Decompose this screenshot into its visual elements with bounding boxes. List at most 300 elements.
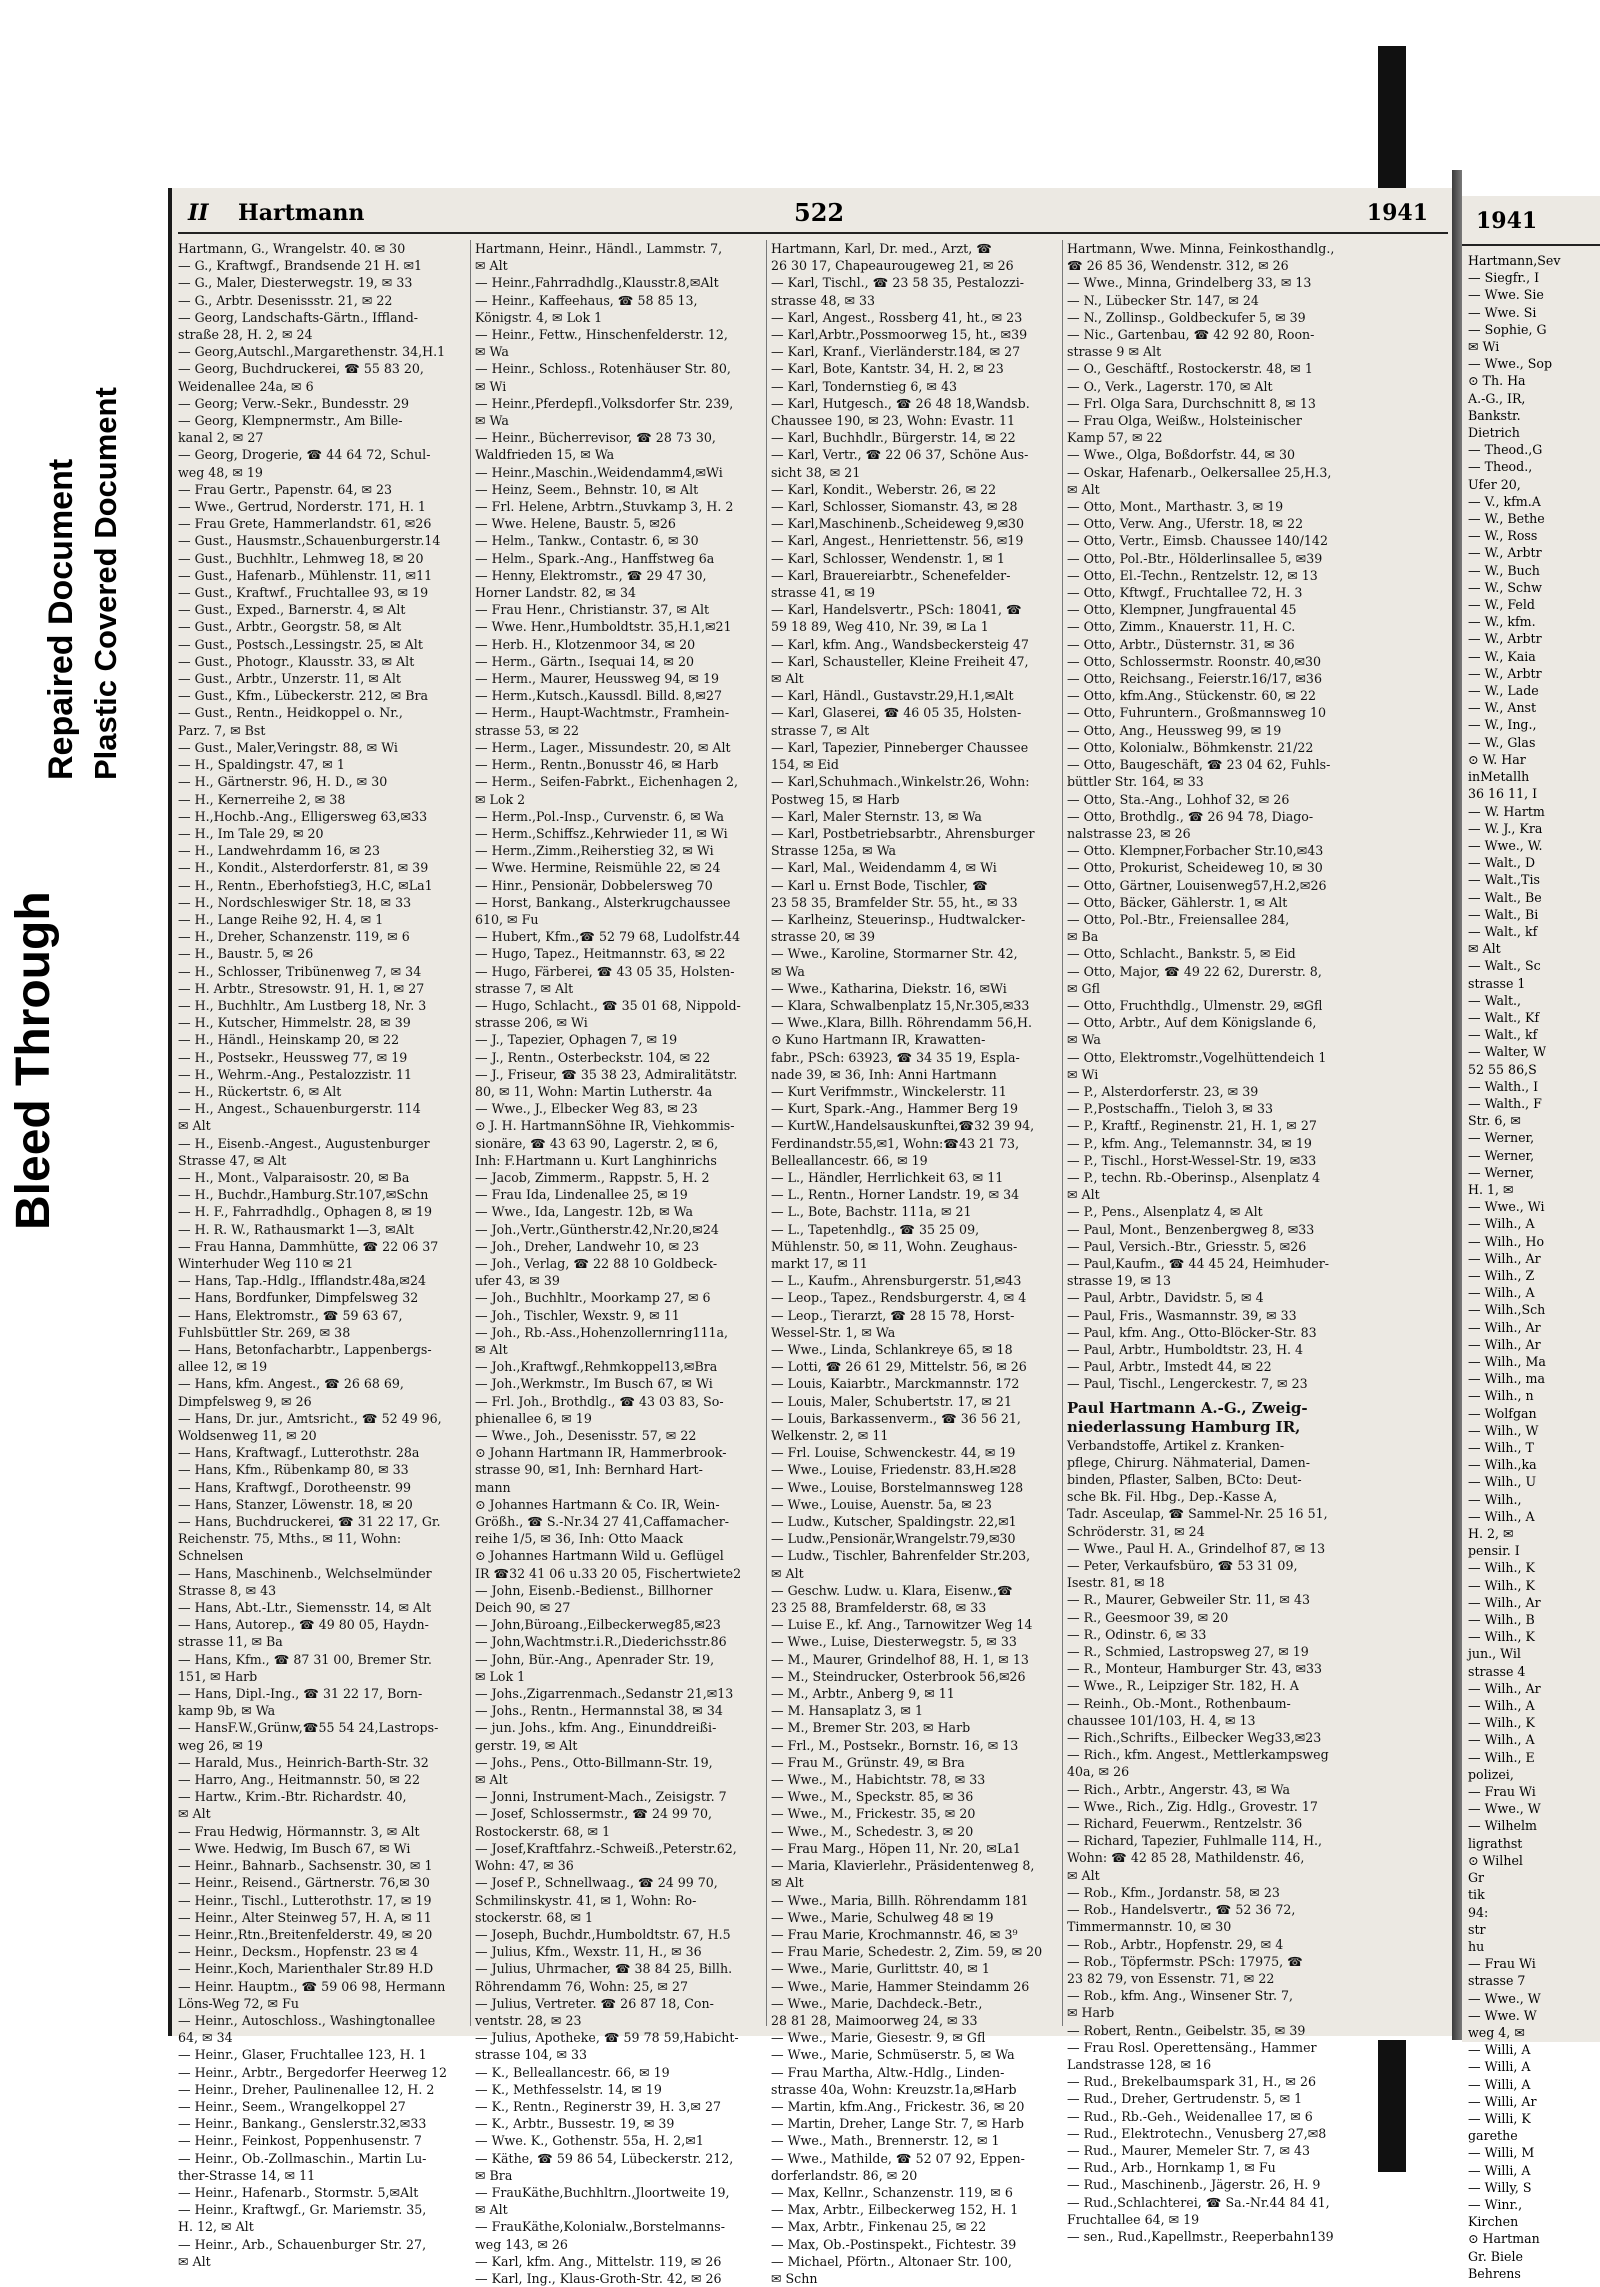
listing-entry: — Otto, Brothdlg., ☎ 26 94 78, Diago- bbox=[1067, 808, 1314, 824]
listing-entry: — M., Bremer Str. 203, ✉ Harb bbox=[771, 1720, 971, 1736]
listing-entry: — Heinr.,Koch, Marienthaler Str.89 H.D bbox=[178, 1961, 434, 1977]
listing-entry: — Wwe., Olga, Boßdorfstr. 44, ✉ 30 bbox=[1067, 447, 1296, 463]
listing-entry: — Max, Arbtr., Finkenau 25, ✉ 22 bbox=[771, 2219, 987, 2235]
plastic-covered-document-label: Plastic Covered Document bbox=[88, 387, 123, 780]
listing-entry: — Frau Wi bbox=[1468, 1956, 1536, 1972]
listing-entry: — Gust., Arbtr., Georgstr. 58, ✉ Alt bbox=[178, 619, 402, 635]
listing-entry: — Gust., Postsch.,Lessingstr. 25, ✉ Alt bbox=[178, 636, 423, 652]
listing-entry: — Johs.,Zigarrenmach.,Sedanstr 21,✉13 bbox=[475, 1686, 734, 1702]
listing-entry: Kirchen bbox=[1468, 2214, 1519, 2230]
column-4-entries bbox=[1067, 240, 1447, 1393]
listing-entry: — Karl, Schausteller, Kleine Freiheit 47, bbox=[771, 653, 1029, 669]
listing-entry: — P., Alsterdorferstr. 23, ✉ 39 bbox=[1067, 1083, 1259, 1099]
company-name-cont: niederlassung Hamburg IR, bbox=[1067, 1417, 1301, 1436]
listing-entry: — Rud., Maurer, Memeler Str. 7, ✉ 43 bbox=[1067, 2142, 1311, 2158]
listing-entry: — Heinr., Reisend., Gärtnerstr. 76,✉ 30 bbox=[178, 1875, 430, 1891]
listing-entry: — Wilh., E bbox=[1468, 1749, 1535, 1765]
listing-entry: — Wwe., Louise, Borstelmannsweg 128 bbox=[771, 1479, 1024, 1495]
listing-entry: — Heinr., Fettw., Hinschenfelderstr. 12, bbox=[475, 327, 728, 343]
listing-entry: — Wilh., ma bbox=[1468, 1371, 1545, 1387]
listing-entry: — H., Kondit., Alsterdorferstr. 81, ✉ 39 bbox=[178, 860, 429, 876]
listing-entry: — Willy, S bbox=[1468, 2179, 1532, 2195]
listing-entry: str bbox=[1468, 1921, 1486, 1937]
listing-entry: — L., Rentn., Horner Landstr. 19, ✉ 34 bbox=[771, 1187, 1020, 1203]
listing-entry: — KurtW.,Handelsauskunftei,☎32 39 94, bbox=[771, 1118, 1035, 1134]
listing-entry: — Paul, Tischl., Lengerckestr. 7, ✉ 23 bbox=[1067, 1376, 1308, 1392]
listing-entry: — Karl, Mal., Weidendamm 4, ✉ Wi bbox=[771, 860, 997, 876]
listing-entry: Horner Landstr. 82, ✉ 34 bbox=[475, 585, 636, 601]
listing-entry: — Otto, Pol.-Btr., Freiensallee 284, bbox=[1067, 911, 1290, 927]
listing-entry: — Heinr., Ob.-Zollmaschin., Martin Lu- bbox=[178, 2150, 427, 2166]
listing-entry: — M., Arbtr., Anberg 9, ✉ 11 bbox=[771, 1686, 955, 1702]
listing-entry: — Paul, Arbtr., Davidstr. 5, ✉ 4 bbox=[1067, 1290, 1264, 1306]
listing-entry: — Hugo, Tapez., Heitmannstr. 63, ✉ 22 bbox=[475, 946, 726, 962]
listing-entry: — Heinr. Hauptm., ☎ 59 06 98, Hermann bbox=[178, 1978, 446, 1994]
listing-entry: — Wwe. Si bbox=[1468, 304, 1537, 320]
listing-entry: mann bbox=[475, 1479, 511, 1495]
listing-entry: kamp 9b, ✉ Wa bbox=[178, 1703, 276, 1719]
listing-entry: Inh: F.Hartmann u. Kurt Langhinrichs bbox=[475, 1152, 717, 1168]
listing-entry: 52 55 86,S bbox=[1468, 1061, 1537, 1077]
listing-entry: — Wwe., Paul H. A., Grindelhof 87, ✉ 13 bbox=[1067, 1540, 1326, 1556]
bleed-through-label: Bleed Through bbox=[7, 891, 60, 1230]
listing-entry: — Heinr., Glaser, Fruchtallee 123, H. 1 bbox=[178, 2047, 427, 2063]
listing-entry: — Richard, Tapezier, Fuhlmalle 114, H., bbox=[1067, 1833, 1323, 1849]
listing-entry: 610, ✉ Fu bbox=[475, 911, 539, 927]
listing-entry: — Hans, Kfm., Rübenkamp 80, ✉ 33 bbox=[178, 1462, 409, 1478]
listing-entry: Wessel-Str. 1, ✉ Wa bbox=[771, 1324, 896, 1340]
listing-entry: Wohn: ☎ 42 85 28, Mathildenstr. 46, bbox=[1067, 1850, 1305, 1866]
listing-entry: — Karl, Kranf., Vierländerstr.184, ✉ 27 bbox=[771, 344, 1021, 360]
listing-entry: ✉ Alt bbox=[475, 1772, 508, 1788]
listing-entry: — Wwe. Helene, Baustr. 5, ✉26 bbox=[475, 516, 676, 532]
listing-entry: — Heinr., Decksm., Hopfenstr. 23 ✉ 4 bbox=[178, 1944, 419, 1960]
listing-entry: — Heinr., Dreher, Paulinenallee 12, H. 2 bbox=[178, 2081, 435, 2097]
listing-entry: — Georg; Verw.-Sekr., Bundesstr. 29 bbox=[178, 395, 409, 411]
listing-entry: H. 12, ✉ Alt bbox=[178, 2219, 254, 2235]
listing-entry: — Heinr., Autoschloss., Washingtonallee bbox=[178, 2012, 436, 2028]
listing-entry: — Wwe. K., Gothenstr. 55a, H. 2,✉1 bbox=[475, 2133, 704, 2149]
listing-entry: — W., kfm. bbox=[1468, 614, 1536, 630]
listing-entry: strasse 9 ✉ Alt bbox=[1067, 344, 1162, 360]
listing-entry: — Rud., Arb., Hornkamp 1, ✉ Fu bbox=[1067, 2160, 1276, 2176]
listing-entry: — Wwe., M., Schedestr. 3, ✉ 20 bbox=[771, 1823, 974, 1839]
listing-entry: — H., Landwehrdamm 16, ✉ 23 bbox=[178, 843, 381, 859]
listing-entry: — O., Geschäftf., Rostockerstr. 48, ✉ 1 bbox=[1067, 361, 1313, 377]
listing-entry: ✉ Alt bbox=[178, 1806, 211, 1822]
listing-entry: ✉ Alt bbox=[771, 671, 804, 687]
listing-entry: ufer 43, ✉ 39 bbox=[475, 1273, 560, 1289]
listing-entry: — Herb. H., Klotzenmoor 34, ✉ 20 bbox=[475, 636, 696, 652]
listing-entry: Schnelsen bbox=[178, 1548, 244, 1564]
listing-entry: — Geschw. Ludw. u. Klara, Eisenw.,☎ bbox=[771, 1582, 1013, 1598]
listing-entry: strasse 1 bbox=[1468, 975, 1526, 991]
listing-entry: strasse 104, ✉ 33 bbox=[475, 2047, 588, 2063]
listing-entry: Gr bbox=[1468, 1870, 1485, 1886]
listing-entry: — Otto, Prokurist, Scheideweg 10, ✉ 30 bbox=[1067, 860, 1323, 876]
listing-entry: weg 26, ✉ 19 bbox=[178, 1737, 263, 1753]
listing-entry: — Joh., Verlag, ☎ 22 88 10 Goldbeck- bbox=[475, 1255, 718, 1271]
listing-entry: — H., Nordschleswiger Str. 18, ✉ 33 bbox=[178, 894, 412, 910]
column-4-entries-after bbox=[1067, 1540, 1447, 2245]
listing-entry: — Walt., Be bbox=[1468, 889, 1542, 905]
listing-entry: — W. Hartm bbox=[1468, 803, 1545, 819]
listing-entry: — Wilh., A bbox=[1468, 1216, 1535, 1232]
listing-entry: — Leop., Tapez., Rendsburgerstr. 4, ✉ 4 bbox=[771, 1290, 1027, 1306]
listing-entry: — Lotti, ☎ 26 61 29, Mittelstr. 56, ✉ 26 bbox=[771, 1359, 1027, 1375]
listing-entry: — R., Schmied, Lastropsweg 27, ✉ 19 bbox=[1067, 1644, 1309, 1660]
next-page-year: 1941 bbox=[1476, 208, 1538, 234]
listing-entry: — Johs., Pens., Otto-Billmann-Str. 19, bbox=[475, 1754, 713, 1770]
listing-entry: — Gust., Kfm., Lübeckerstr. 212, ✉ Bra bbox=[178, 688, 429, 704]
listing-entry: gerstr. 19, ✉ Alt bbox=[475, 1737, 578, 1753]
listing-entry: Schmilinskystr. 41, ✉ 1, Wohn: Ro- bbox=[475, 1892, 697, 1908]
listing-entry: — Gust., Buchhltr., Lehmweg 18, ✉ 20 bbox=[178, 550, 424, 566]
listing-entry: — Wilh., B bbox=[1468, 1612, 1535, 1628]
listing-entry: — Karl, Vertr., ☎ 22 06 37, Schöne Aus- bbox=[771, 447, 1029, 463]
listing-entry: — Walth., I bbox=[1468, 1078, 1539, 1094]
listing-entry: — H., Händl., Heinskamp 20, ✉ 22 bbox=[178, 1032, 400, 1048]
listing-entry: — Heinr., Feinkost, Poppenhusenstr. 7 bbox=[178, 2133, 422, 2149]
listing-entry: 28 81 28, Maimoorweg 24, ✉ 33 bbox=[771, 2012, 978, 2028]
listing-entry: — Wilh., Ho bbox=[1468, 1233, 1545, 1249]
listing-entry: — Rob., Arbtr., Hopfenstr. 29, ✉ 4 bbox=[1067, 1936, 1284, 1952]
listing-entry: — Wwe., Marie, Gurlittstr. 40, ✉ 1 bbox=[771, 1961, 990, 1977]
listing-entry: 94: bbox=[1468, 1904, 1489, 1920]
listing-entry: — Rud.,Schlachterei, ☎ Sa.-Nr.44 84 41, bbox=[1067, 2194, 1330, 2210]
listing-entry: — Hans, Tap.-Hdlg., Ifflandstr.48a,✉24 bbox=[178, 1273, 426, 1289]
listing-entry: — Wwe., Sop bbox=[1468, 356, 1553, 372]
listing-entry: — Herm., Gärtn., Isequai 14, ✉ 20 bbox=[475, 653, 694, 669]
listing-entry: — H., Mont., Valparaisostr. 20, ✉ Ba bbox=[178, 1169, 410, 1185]
listing-entry: — Joseph, Buchdr.,Humboldtstr. 67, H.5 bbox=[475, 1926, 731, 1942]
listing-entry: — Helm., Tankw., Contastr. 6, ✉ 30 bbox=[475, 533, 699, 549]
listing-entry: Wohn: 47, ✉ 36 bbox=[475, 1858, 574, 1874]
listing-entry: — Walt., kf bbox=[1468, 1027, 1538, 1043]
listing-entry: markt 17, ✉ 11 bbox=[771, 1255, 868, 1271]
listing-entry: — K., Arbtr., Bussestr. 19, ✉ 39 bbox=[475, 2116, 675, 2132]
listing-entry: — Wwe. Sie bbox=[1468, 287, 1544, 303]
listing-entry: — Karl, Händl., Gustavstr.29,H.1,✉Alt bbox=[771, 688, 1014, 704]
listing-entry: — W., Kaia bbox=[1468, 648, 1536, 664]
listing-entry: — H. Arbtr., Stresowstr. 91, H. 1, ✉ 27 bbox=[178, 980, 425, 996]
listing-entry: — Otto, Mont., Marthastr. 3, ✉ 19 bbox=[1067, 499, 1284, 515]
volume-number: II bbox=[188, 200, 209, 226]
listing-entry: — Wwe., Maria, Billh. Röhrendamm 181 bbox=[771, 1892, 1029, 1908]
listing-entry: garethe bbox=[1468, 2128, 1518, 2144]
listing-entry: — Otto, Zimm., Knauerstr. 11, H. C. bbox=[1067, 619, 1296, 635]
listing-entry: — Wwe., Mathilde, ☎ 52 07 92, Eppen- bbox=[771, 2150, 1025, 2166]
listing-entry: binden, Pflaster, Salben, BCto: Deut- bbox=[1067, 1472, 1302, 1488]
listing-entry: — Frau Wi bbox=[1468, 1784, 1536, 1800]
listing-entry: ✉ Alt bbox=[771, 1565, 804, 1581]
listing-entry: — Josef,Kraftfahrz.-Schweiß.,Peterstr.62, bbox=[475, 1840, 737, 1856]
listing-entry: ⊙ J. H. HartmannSöhne IR, Viehkommis- bbox=[475, 1118, 735, 1134]
listing-entry: — Gust., Photogr., Klausstr. 33, ✉ Alt bbox=[178, 653, 415, 669]
listing-entry: — Wwe., Gertrud, Norderstr. 171, H. 1 bbox=[178, 499, 426, 515]
listing-entry: — Frl. Louise, Schwenckestr. 44, ✉ 19 bbox=[771, 1445, 1016, 1461]
next-page bbox=[1462, 196, 1600, 2281]
listing-entry: ✉ Wa bbox=[771, 963, 805, 979]
listing-entry: — Otto, Gärtner, Louisenweg57,H.2,✉26 bbox=[1067, 877, 1327, 893]
listing-entry: ✉ Ba bbox=[1067, 929, 1099, 945]
listing-entry: — Wilh., Ar bbox=[1468, 1680, 1541, 1696]
listing-entry: — Karl, Tapezier, Pinneberger Chaussee bbox=[771, 739, 1029, 755]
listing-entry: sche Bk. Fil. Hbg., Dep.-Kasse A, bbox=[1067, 1489, 1278, 1505]
listing-entry: ✉ Alt bbox=[1468, 941, 1501, 957]
listing-entry: nalstrasse 23, ✉ 26 bbox=[1067, 825, 1191, 841]
listing-entry: Hartmann, Karl, Dr. med., Arzt, ☎ bbox=[771, 241, 992, 256]
listing-entry: — Louis, Kaiarbtr., Marckmannstr. 172 bbox=[771, 1376, 1020, 1392]
page-header bbox=[182, 198, 1444, 232]
listing-entry: jun., Wil bbox=[1468, 1646, 1521, 1662]
listing-entry: ✉ Alt bbox=[178, 1118, 211, 1134]
listing-entry: — Gust., Maler,Veringstr. 88, ✉ Wi bbox=[178, 739, 398, 755]
listing-entry: Gr. Biele bbox=[1468, 2248, 1523, 2264]
listing-entry: — Wwe., M., Habichtstr. 78, ✉ 33 bbox=[771, 1772, 986, 1788]
listing-entry: — John,Büroang.,Eilbeckerweg85,✉23 bbox=[475, 1617, 721, 1633]
listing-entry: — Luise E., kf. Ang., Tarnowitzer Weg 14 bbox=[771, 1617, 1033, 1633]
listing-entry: — L., Händler, Herrlichkeit 63, ✉ 11 bbox=[771, 1169, 1004, 1185]
listing-entry: — Gust., Kraftwf., Fruchtallee 93, ✉ 19 bbox=[178, 585, 429, 601]
listing-entry: — Joh.,Kraftwgf.,Rehmkoppel13,✉Bra bbox=[475, 1359, 718, 1375]
listing-entry: — Otto, Reichsang., Feierstr.16/17, ✉36 bbox=[1067, 671, 1322, 687]
listing-entry: Ferdinandstr.55,✉1, Wohn:☎43 21 73, bbox=[771, 1135, 1020, 1151]
listing-entry: — Karl, Kondit., Weberstr. 26, ✉ 22 bbox=[771, 481, 997, 497]
listing-entry: — Wwe., Linda, Schlankreye 65, ✉ 18 bbox=[771, 1342, 1013, 1357]
listing-entry: ✉ Alt bbox=[475, 258, 508, 274]
listing-entry: — Otto, Bäcker, Gählerstr. 1, ✉ Alt bbox=[1067, 894, 1288, 910]
listing-entry: 154, ✉ Eid bbox=[771, 757, 839, 773]
listing-entry: — Wwe., Marie, Giesestr. 9, ✉ Gfl bbox=[771, 2030, 986, 2046]
listing-entry: — J., Rentn., Osterbeckstr. 104, ✉ 22 bbox=[475, 1049, 711, 1065]
listing-entry: Hartmann,Sev bbox=[1468, 253, 1561, 268]
listing-entry: — H., Buchdr.,Hamburg.Str.107,✉Schn bbox=[178, 1187, 429, 1203]
listing-entry: chaussee 101/103, H. 4, ✉ 13 bbox=[1067, 1712, 1256, 1728]
listing-entry: — Walt., D bbox=[1468, 855, 1536, 871]
listing-entry: — R., Geesmoor 39, ✉ 20 bbox=[1067, 1609, 1229, 1625]
listing-entry: — Jacob, Zimmerm., Rappstr. 5, H. 2 bbox=[475, 1169, 710, 1185]
listing-entry: — Gust., Hausmstr.,Schauenburgerstr.14 bbox=[178, 533, 441, 549]
listing-entry: — Wolfgan bbox=[1468, 1405, 1537, 1421]
listing-entry: Woldsenweg 11, ✉ 20 bbox=[178, 1428, 317, 1444]
company-block bbox=[1067, 1399, 1447, 1437]
listing-entry: — Wilh., A bbox=[1468, 1732, 1535, 1748]
listing-entry: ⊙ Johannes Hartmann & Co. IR, Wein- bbox=[475, 1496, 720, 1512]
listing-entry: — Hans, Kraftwgf., Dorotheenstr. 99 bbox=[178, 1479, 412, 1495]
listing-entry: — Peter, Verkaufsbüro, ☎ 53 31 09, bbox=[1067, 1558, 1298, 1574]
listing-entry: — Walt., bbox=[1468, 992, 1522, 1008]
listing-entry: ⊙ Th. Ha bbox=[1468, 373, 1526, 389]
listing-entry: — Werner, bbox=[1468, 1164, 1535, 1180]
listing-entry: strasse 40a, Wohn: Kreuzstr.1a,✉Harb bbox=[771, 2081, 1017, 2097]
listing-entry: — G., Arbtr. Desenissstr. 21, ✉ 22 bbox=[178, 292, 393, 308]
listing-entry: — jun. Johs., kfm. Ang., Einunddreißi- bbox=[475, 1720, 717, 1736]
listing-entry: — Frau Hanna, Dammhütte, ☎ 22 06 37 bbox=[178, 1238, 439, 1254]
listing-entry: ✉ Alt bbox=[475, 1342, 508, 1357]
listing-entry: strasse 48, ✉ 33 bbox=[771, 292, 876, 308]
listing-entry: ✉ Harb bbox=[1067, 2005, 1115, 2021]
listing-entry: — Karl,Maschinenb.,Scheideweg 9,✉30 bbox=[771, 516, 1025, 532]
listing-entry: — H., Im Tale 29, ✉ 20 bbox=[178, 825, 324, 841]
listing-entry: — Hans, Abt.-Ltr., Siemensstr. 14, ✉ Alt bbox=[178, 1600, 432, 1616]
listing-entry: strasse 19, ✉ 13 bbox=[1067, 1273, 1172, 1289]
listing-entry: allee 12, ✉ 19 bbox=[178, 1359, 268, 1375]
listing-entry: Mühlenstr. 50, ✉ 11, Wohn. Zeughaus- bbox=[771, 1238, 1018, 1254]
listing-entry: — P., kfm. Ang., Telemannstr. 34, ✉ 19 bbox=[1067, 1135, 1312, 1151]
listing-entry: Hartmann, G., Wrangelstr. 40. ✉ 30 bbox=[178, 241, 406, 256]
listing-entry: Chaussee 190, ✉ 23, Wohn: Evastr. 11 bbox=[771, 413, 1015, 429]
listing-entry: — W., Buch bbox=[1468, 562, 1540, 578]
listing-entry: — Karl, Schlosser, Wendenstr. 1, ✉ 1 bbox=[771, 550, 1005, 566]
listing-entry: ✉ Alt bbox=[178, 2253, 211, 2269]
listing-entry: — Wwe., R., Leipziger Str. 182, H. A bbox=[1067, 1678, 1299, 1694]
listing-entry: — Paul, Arbtr., Humboldtstr. 23, H. 4 bbox=[1067, 1342, 1304, 1357]
listing-entry: — Heinr., Hafenarb., Stormstr. 5,✉Alt bbox=[178, 2184, 419, 2200]
listing-entry: — N., Lübecker Str. 147, ✉ 24 bbox=[1067, 292, 1259, 308]
listing-entry: Dimpfelsweg 9, ✉ 26 bbox=[178, 1393, 312, 1409]
listing-entry: — W., Feld bbox=[1468, 597, 1535, 613]
listing-entry: — Karl, Brauereiarbtr., Schenefelder- bbox=[771, 567, 1011, 583]
listing-entry: — Rud., Brekelbaumspark 31, H., ✉ 26 bbox=[1067, 2074, 1317, 2090]
listing-entry: Schröderstr. 31, ✉ 24 bbox=[1067, 1523, 1205, 1539]
listing-entry: — Sophie, G bbox=[1468, 321, 1547, 337]
listing-entry: — Wilh., Ar bbox=[1468, 1594, 1541, 1610]
listing-entry: — Karl, Glaserei, ☎ 46 05 35, Holsten- bbox=[771, 705, 1022, 721]
listing-entry: — Karl, Postbetriebsarbtr., Ahrensburger bbox=[771, 825, 1035, 841]
listing-entry: weg 48, ✉ 19 bbox=[178, 464, 263, 480]
columns bbox=[178, 240, 1448, 2286]
listing-entry: — Josef, Schlossermstr., ☎ 24 99 70, bbox=[475, 1806, 713, 1822]
listing-entry: Verbandstoffe, Artikel z. Kranken- bbox=[1067, 1437, 1285, 1453]
listing-entry: — Rich., kfm. Angest., Mettlerkampsweg bbox=[1067, 1747, 1329, 1763]
listing-entry: — Heinr., Seem., Wrangelkoppel 27 bbox=[178, 2098, 406, 2114]
listing-entry: — Wwe. W bbox=[1468, 2007, 1537, 2023]
listing-entry: — Otto, Vertr., Eimsb. Chaussee 140/142 bbox=[1067, 533, 1328, 549]
listing-entry: — Hans, Buchdruckerei, ☎ 31 22 17, Gr. bbox=[178, 1514, 441, 1530]
listing-entry: — Helm., Spark.-Ang., Hanffstweg 6a bbox=[475, 550, 715, 566]
listing-entry: — Paul, Mont., Benzenbergweg 8, ✉33 bbox=[1067, 1221, 1315, 1237]
listing-entry: — Wwe. Henr.,Humboldtstr. 35,H.1,✉21 bbox=[475, 619, 732, 635]
listing-entry: — Herm.,Zimm.,Reiherstieg 32, ✉ Wi bbox=[475, 843, 714, 859]
listing-entry: — V., kfm.A bbox=[1468, 493, 1541, 509]
listing-entry: — L., Kaufm., Ahrensburgerstr. 51,✉43 bbox=[771, 1273, 1022, 1289]
listing-entry: — Klara, Schwalbenplatz 15,Nr.305,✉33 bbox=[771, 997, 1030, 1013]
listing-entry: strasse 11, ✉ Ba bbox=[178, 1634, 283, 1650]
listing-entry: 23 25 88, Bramfelderstr. 68, ✉ 33 bbox=[771, 1600, 987, 1616]
listing-entry: — Gust., Arbtr., Unzerstr. 11, ✉ Alt bbox=[178, 671, 401, 687]
listing-entry: ventstr. 28, ✉ 23 bbox=[475, 2012, 582, 2028]
listing-entry: — Otto, Schlacht., Bankstr. 5, ✉ Eid bbox=[1067, 946, 1296, 962]
listing-entry: — Hans, Kfm., ☎ 87 31 00, Bremer Str. bbox=[178, 1651, 432, 1667]
listing-entry: — Paul, Fris., Wasmannstr. 39, ✉ 33 bbox=[1067, 1307, 1297, 1323]
listing-entry: — Nic., Gartenbau, ☎ 42 92 80, Roon- bbox=[1067, 327, 1315, 343]
listing-entry: — Kurt, Spark.-Ang., Hammer Berg 19 bbox=[771, 1101, 1018, 1117]
listing-entry: — Frau Hedwig, Hörmannstr. 3, ✉ Alt bbox=[178, 1823, 420, 1839]
listing-entry: — Joh., Buchhltr., Moorkamp 27, ✉ 6 bbox=[475, 1290, 711, 1306]
listing-entry: Ufer 20, bbox=[1468, 476, 1521, 492]
repaired-document-label: Repaired Document bbox=[42, 458, 80, 780]
listing-entry: — Herm., Haupt-Wachtmstr., Framhein- bbox=[475, 705, 730, 721]
listing-entry: — Julius, Vertreter. ☎ 26 87 18, Con- bbox=[475, 1995, 714, 2011]
listing-entry: — Wwe., Luise, Diesterwegstr. 5, ✉ 33 bbox=[771, 1634, 1017, 1650]
listing-entry: — Joh., Tischler, Wexstr. 9, ✉ 11 bbox=[475, 1307, 680, 1323]
listing-entry: tik bbox=[1468, 1887, 1485, 1903]
listing-entry: — Wilh., bbox=[1468, 1491, 1522, 1507]
listing-entry: — Otto, kfm.Ang., Stückenstr. 60, ✉ 22 bbox=[1067, 688, 1316, 704]
listing-entry: — Wwe., Louise, Auenstr. 5a, ✉ 23 bbox=[771, 1496, 992, 1512]
listing-entry: H. 1, ✉ bbox=[1468, 1181, 1514, 1197]
listing-entry: — Martin, Dreher, Lange Str. 7, ✉ Harb bbox=[771, 2116, 1024, 2132]
listing-entry: — Otto, Major, ☎ 49 22 62, Durerstr. 8, bbox=[1067, 963, 1322, 979]
listing-entry: — John,Wachtmstr.i.R.,Diederichsstr.86 bbox=[475, 1634, 727, 1650]
page-surname: Hartmann bbox=[238, 200, 365, 226]
listing-entry: — Hugo, Schlacht., ☎ 35 01 68, Nippold- bbox=[475, 997, 741, 1013]
listing-entry: — Ludw.,Pensionär,Wrangelstr.79,✉30 bbox=[771, 1531, 1016, 1547]
listing-entry: — H., Rentn., Eberhofstieg3, H.C, ✉La1 bbox=[178, 877, 433, 893]
listing-entry: — Wilh., W bbox=[1468, 1422, 1539, 1438]
listing-entry: — Otto, Schlossermstr. Roonstr. 40,✉30 bbox=[1067, 653, 1322, 669]
listing-entry: — R., Odinstr. 6, ✉ 33 bbox=[1067, 1626, 1207, 1642]
listing-entry: — R., Maurer, Gebweiler Str. 11, ✉ 43 bbox=[1067, 1592, 1311, 1608]
listing-entry: — Hans, Maschinenb., Welchselmünder bbox=[178, 1565, 432, 1581]
listing-entry: — H., Kernerreihe 2, ✉ 38 bbox=[178, 791, 346, 807]
listing-entry: — G., Kraftwgf., Brandsende 21 H. ✉1 bbox=[178, 258, 423, 274]
listing-entry: ⊙ Hartman bbox=[1468, 2231, 1540, 2247]
listing-entry: stockerstr. 68, ✉ 1 bbox=[475, 1909, 594, 1925]
listing-entry: — H.,Hochb.-Ang., Elligersweg 63,✉33 bbox=[178, 808, 428, 824]
listing-entry: — Rud., Maschinenb., Jägerstr. 26, H. 9 bbox=[1067, 2177, 1321, 2193]
listing-entry: ✉ Wa bbox=[1067, 1032, 1101, 1048]
listing-entry: — Wwe., Marie, Hammer Steindamm 26 bbox=[771, 1978, 1030, 1994]
listing-entry: — Otto, Elektromstr.,Vogelhüttendeich 1 bbox=[1067, 1049, 1327, 1065]
listing-entry: — Jonni, Instrument-Mach., Zeisigstr. 7 bbox=[475, 1789, 727, 1805]
listing-entry: — Georg,Autschl.,Margarethenstr. 34,H.1 bbox=[178, 344, 446, 360]
listing-entry: — Wwe., Marie, Schmüserstr. 5, ✉ Wa bbox=[771, 2047, 1015, 2063]
listing-entry: — Wwe., W bbox=[1468, 1801, 1541, 1817]
listing-entry: — Werner, bbox=[1468, 1130, 1535, 1146]
listing-entry: strasse 206, ✉ Wi bbox=[475, 1015, 588, 1031]
listing-entry: — Walt.,Tis bbox=[1468, 872, 1540, 888]
listing-entry: — Theod., bbox=[1468, 459, 1533, 475]
listing-entry: — Frl. Joh., Brothdlg., ☎ 43 03 83, So- bbox=[475, 1393, 724, 1409]
listing-entry: 36 16 11, I bbox=[1468, 786, 1538, 802]
page-year: 1941 bbox=[1366, 200, 1428, 226]
directory-page bbox=[168, 188, 1454, 2286]
listing-entry: — Heinr., Arb., Schauenburger Str. 27, bbox=[178, 2236, 427, 2252]
listing-entry: ✉ Wi bbox=[1067, 1066, 1099, 1082]
listing-entry: — Gust., Exped., Barnerstr. 4, ✉ Alt bbox=[178, 602, 406, 618]
listing-entry: — Hans, Elektromstr., ☎ 59 63 67, bbox=[178, 1307, 403, 1323]
listing-entry: — Frau Marg., Höpen 11, Nr. 20, ✉La1 bbox=[771, 1840, 1021, 1856]
listing-entry: — Wilh., A bbox=[1468, 1698, 1535, 1714]
listing-entry: reihe 1/5, ✉ 36, Inh: Otto Maack bbox=[475, 1531, 683, 1547]
listing-entry: 26 30 17, Chapeaurougeweg 21, ✉ 26 bbox=[771, 258, 1014, 274]
listing-entry: Reichenstr. 75, Mths., ✉ 11, Wohn: bbox=[178, 1531, 402, 1547]
listing-entry: — Walt., Bi bbox=[1468, 906, 1539, 922]
listing-entry: — Hartw., Krim.-Btr. Richardstr. 40, bbox=[178, 1789, 407, 1805]
listing-entry: — Julius, Kfm., Wexstr. 11, H., ✉ 36 bbox=[475, 1944, 702, 1960]
listing-entry: Löns-Weg 72, ✉ Fu bbox=[178, 1995, 299, 2011]
listing-entry: — Willi, A bbox=[1468, 2059, 1531, 2075]
listing-entry: Postweg 15, ✉ Harb bbox=[771, 791, 900, 807]
listing-entry: — Julius, Apotheke, ☎ 59 78 59,Habicht- bbox=[475, 2030, 739, 2046]
listing-entry: — Heinr., Schloss., Rotenhäuser Str. 80, bbox=[475, 361, 731, 377]
listing-entry: — Wilh., U bbox=[1468, 1474, 1537, 1490]
listing-entry: — Leop., Tierarzt, ☎ 28 15 78, Horst- bbox=[771, 1307, 1015, 1323]
listing-entry: pflege, Chirurg. Nähmaterial, Damen- bbox=[1067, 1454, 1310, 1470]
listing-entry: — P., Kraftf., Reginenstr. 21, H. 1, ✉ 27 bbox=[1067, 1118, 1317, 1134]
